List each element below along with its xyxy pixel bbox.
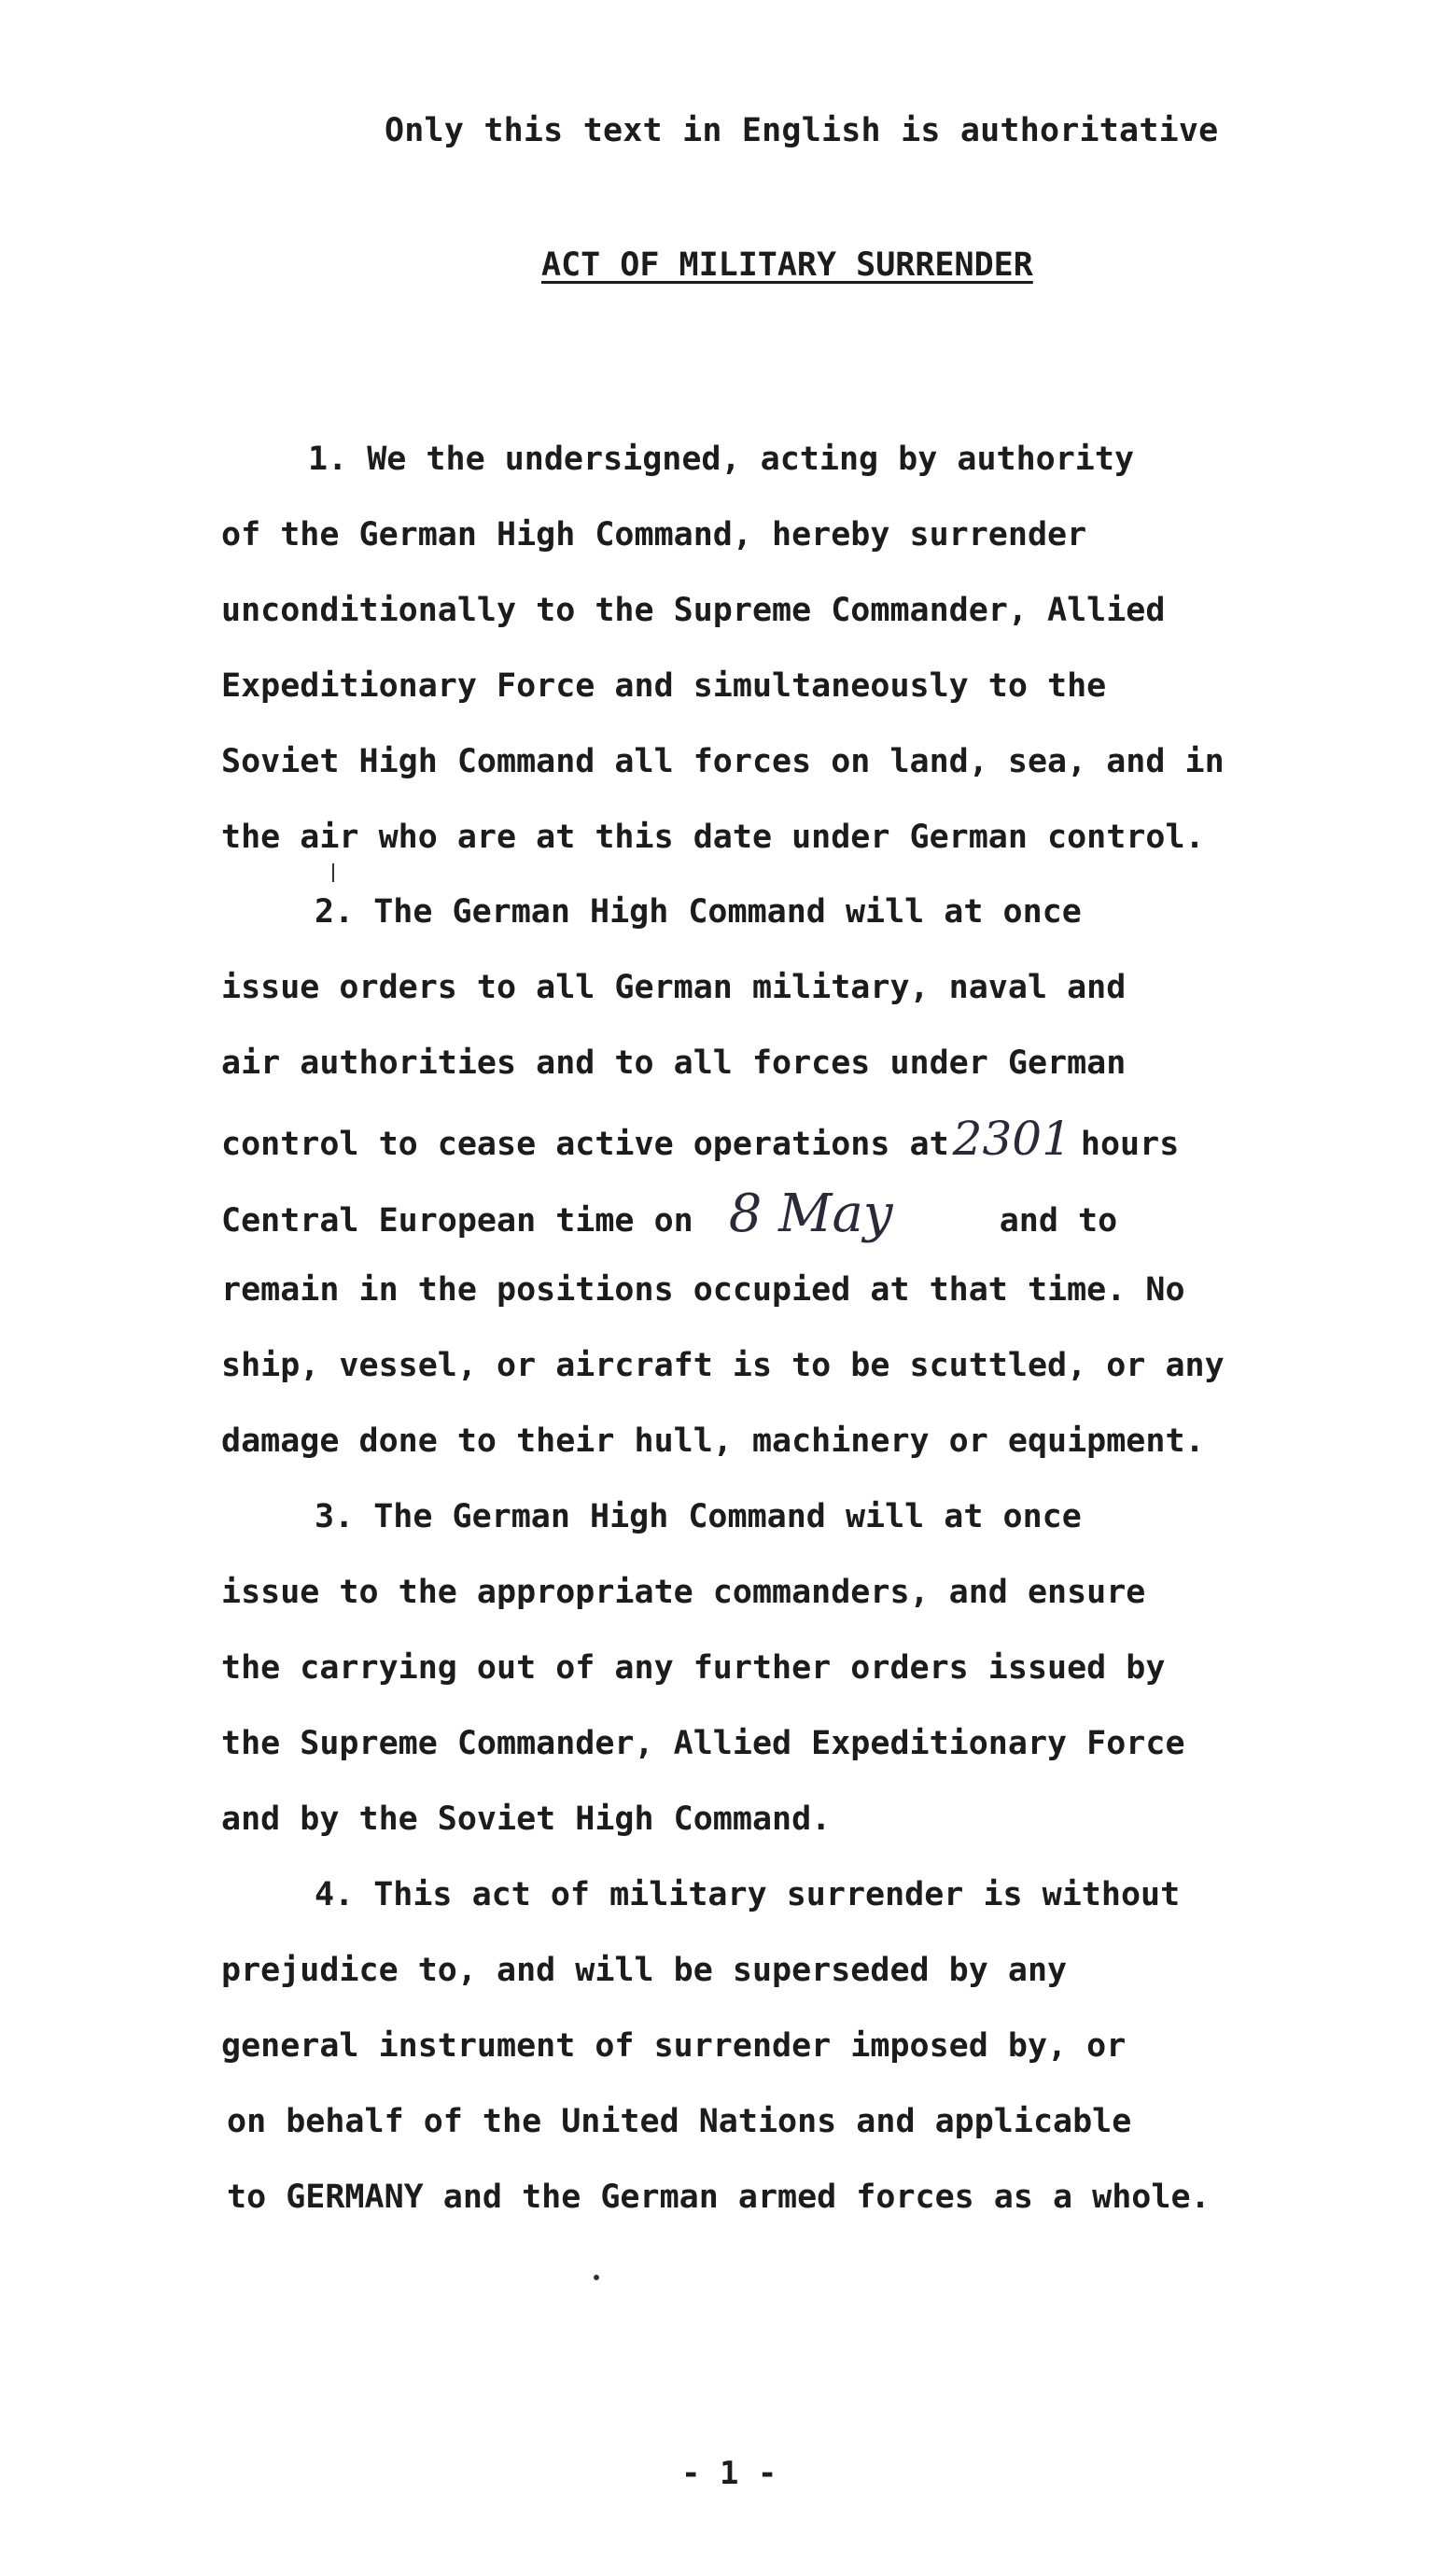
document-title: ACT OF MILITARY SURRENDER xyxy=(541,246,1033,284)
text-line: the air who are at this date under German control. xyxy=(221,819,1205,856)
text-line: the Supreme Commander, Allied Expeditionary Force xyxy=(221,1725,1185,1762)
date-suffix: and to xyxy=(999,1202,1118,1240)
text-line: 4. This act of military surrender is without xyxy=(315,1876,1181,1913)
page-number: - 1 - xyxy=(681,2455,777,2492)
authoritative-note: Only this text in English is authoritative xyxy=(385,112,1219,149)
text-line-with-date xyxy=(221,1184,1118,1244)
ink-speck xyxy=(594,2275,599,2280)
text-line: issue orders to all German military, naval and xyxy=(221,969,1127,1006)
text-line: 2. The German High Command will at once xyxy=(315,893,1082,931)
text-line: ship, vessel, or aircraft is to be scuttled, or any xyxy=(221,1347,1225,1384)
text-line: Expeditionary Force and simultaneously to the xyxy=(221,667,1107,705)
text-line: air authorities and to all forces under German xyxy=(221,1044,1127,1082)
text-line: issue to the appropriate commanders, and ensure xyxy=(221,1574,1146,1611)
text-line: the carrying out of any further orders issued by xyxy=(221,1649,1166,1687)
text-line: remain in the positions occupied at that time. No xyxy=(221,1271,1185,1309)
handwritten-date: 8 May xyxy=(728,1184,893,1244)
text-line-with-time xyxy=(221,1112,1180,1166)
text-line: 3. The German High Command will at once xyxy=(315,1498,1082,1535)
text-line: and by the Soviet High Command. xyxy=(221,1800,832,1838)
text-line: 1. We the undersigned, acting by authority xyxy=(308,441,1135,478)
handwritten-time: 2301 xyxy=(952,1112,1071,1166)
text-line: of the German High Command, hereby surrender xyxy=(221,516,1087,553)
text-line: on behalf of the United Nations and applicable xyxy=(227,2103,1132,2140)
text-line: general instrument of surrender imposed by, or xyxy=(221,2027,1127,2065)
text-line: damage done to their hull, machinery or equipment. xyxy=(221,1422,1205,1460)
text-line: Central European time on xyxy=(221,1202,693,1240)
text-line: Soviet High Command all forces on land, sea, and in xyxy=(221,743,1225,780)
text-line: unconditionally to the Supreme Commander, Allied xyxy=(221,592,1166,629)
time-suffix: hours xyxy=(1080,1126,1180,1163)
text-line: prejudice to, and will be superseded by any xyxy=(221,1952,1068,1989)
ink-speck xyxy=(332,863,334,882)
text-line: to GERMANY and the German armed forces as a whole. xyxy=(227,2179,1211,2216)
text-line: control to cease active operations at xyxy=(221,1126,949,1163)
